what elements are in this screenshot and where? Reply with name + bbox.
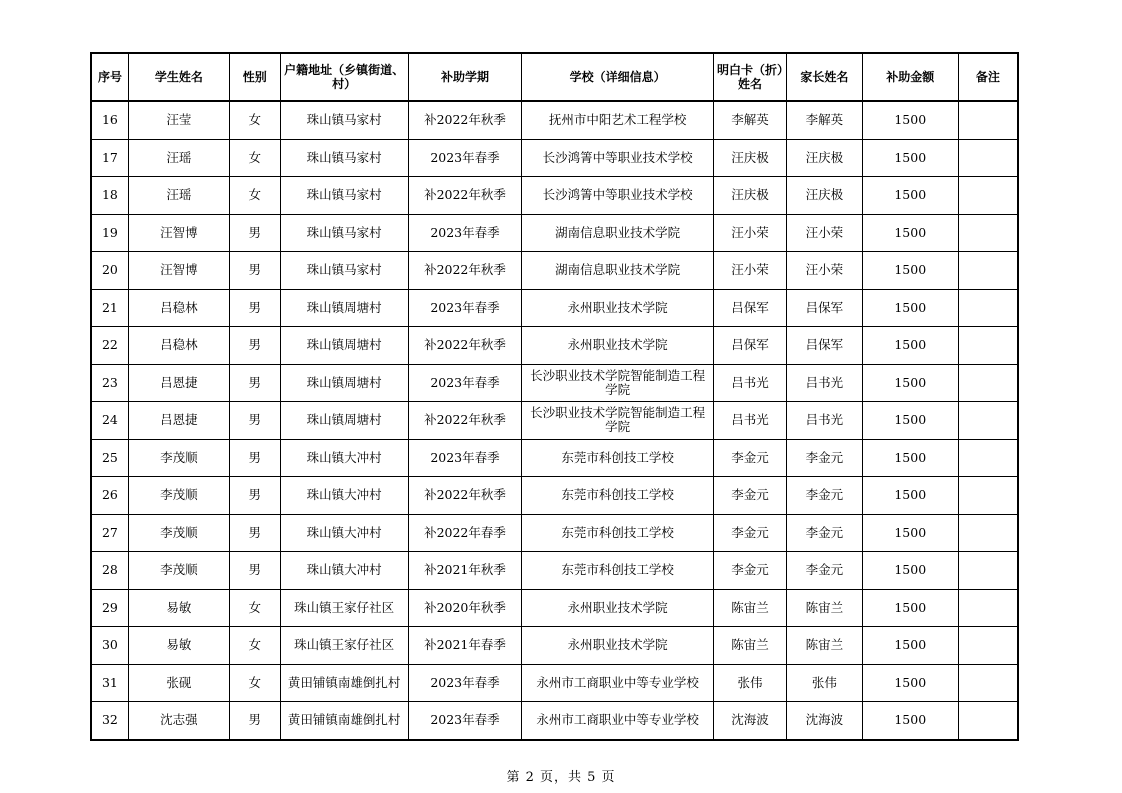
cell-gender: 男	[229, 252, 280, 290]
cell-index: 27	[91, 514, 128, 552]
cell-student-name: 汪瑶	[128, 177, 229, 215]
cell-index: 23	[91, 364, 128, 402]
cell-semester: 补2022年秋季	[408, 402, 521, 440]
cell-amount: 1500	[862, 289, 958, 327]
cell-school: 永州市工商职业中等专业学校	[522, 702, 714, 740]
cell-student-name: 汪智博	[128, 252, 229, 290]
table-body	[91, 101, 1018, 740]
cell-address: 珠山镇马家村	[280, 101, 408, 139]
cell-remarks	[958, 477, 1018, 515]
cell-semester: 2023年春季	[408, 139, 521, 177]
cell-remarks	[958, 177, 1018, 215]
cell-student-name: 李茂顺	[128, 514, 229, 552]
cell-amount: 1500	[862, 552, 958, 590]
cell-student-name: 吕稳林	[128, 289, 229, 327]
cell-parent-name: 李解英	[786, 101, 862, 139]
cell-address: 珠山镇周塘村	[280, 402, 408, 440]
cell-parent-name: 李金元	[786, 439, 862, 477]
cell-amount: 1500	[862, 252, 958, 290]
cell-remarks	[958, 139, 1018, 177]
cell-school: 长沙职业技术学院智能制造工程学院	[522, 364, 714, 402]
cell-remarks	[958, 101, 1018, 139]
cell-address: 珠山镇大冲村	[280, 514, 408, 552]
cell-index: 17	[91, 139, 128, 177]
cell-address: 珠山镇王家仔社区	[280, 589, 408, 627]
cell-card-name: 沈海波	[714, 702, 787, 740]
cell-school: 永州职业技术学院	[522, 589, 714, 627]
cell-gender: 男	[229, 702, 280, 740]
header-index: 序号	[91, 53, 128, 101]
cell-semester: 2023年春季	[408, 364, 521, 402]
cell-school: 长沙职业技术学院智能制造工程学院	[522, 402, 714, 440]
cell-school: 湖南信息职业技术学院	[522, 214, 714, 252]
cell-amount: 1500	[862, 514, 958, 552]
table-row	[91, 477, 1018, 515]
cell-gender: 男	[229, 514, 280, 552]
header-row	[91, 53, 1018, 101]
cell-semester: 补2022年春季	[408, 514, 521, 552]
table-row	[91, 664, 1018, 702]
cell-card-name: 吕书光	[714, 402, 787, 440]
cell-index: 24	[91, 402, 128, 440]
cell-index: 20	[91, 252, 128, 290]
cell-school: 永州市工商职业中等专业学校	[522, 664, 714, 702]
cell-amount: 1500	[862, 627, 958, 665]
cell-remarks	[958, 702, 1018, 740]
cell-parent-name: 吕书光	[786, 364, 862, 402]
cell-gender: 男	[229, 364, 280, 402]
cell-student-name: 汪莹	[128, 101, 229, 139]
cell-address: 珠山镇大冲村	[280, 439, 408, 477]
cell-amount: 1500	[862, 402, 958, 440]
cell-remarks	[958, 364, 1018, 402]
cell-card-name: 张伟	[714, 664, 787, 702]
cell-remarks	[958, 289, 1018, 327]
cell-card-name: 汪小荣	[714, 214, 787, 252]
header-semester: 补助学期	[408, 53, 521, 101]
cell-parent-name: 汪小荣	[786, 214, 862, 252]
cell-student-name: 李茂顺	[128, 552, 229, 590]
header-amount: 补助金额	[862, 53, 958, 101]
cell-gender: 女	[229, 589, 280, 627]
cell-remarks	[958, 439, 1018, 477]
cell-parent-name: 汪庆极	[786, 139, 862, 177]
table-row	[91, 702, 1018, 740]
cell-gender: 男	[229, 214, 280, 252]
cell-remarks	[958, 402, 1018, 440]
cell-gender: 女	[229, 101, 280, 139]
cell-card-name: 李金元	[714, 514, 787, 552]
cell-semester: 补2021年春季	[408, 627, 521, 665]
cell-school: 东莞市科创技工学校	[522, 477, 714, 515]
cell-card-name: 汪庆极	[714, 177, 787, 215]
cell-student-name: 吕恩捷	[128, 364, 229, 402]
cell-school: 湖南信息职业技术学院	[522, 252, 714, 290]
cell-address: 珠山镇大冲村	[280, 552, 408, 590]
cell-gender: 女	[229, 177, 280, 215]
table-row	[91, 552, 1018, 590]
cell-student-name: 吕稳林	[128, 327, 229, 365]
cell-amount: 1500	[862, 139, 958, 177]
cell-school: 抚州市中阳艺术工程学校	[522, 101, 714, 139]
header-gender: 性别	[229, 53, 280, 101]
cell-student-name: 张砚	[128, 664, 229, 702]
cell-school: 永州职业技术学院	[522, 289, 714, 327]
table-row	[91, 101, 1018, 139]
cell-address: 黄田铺镇南雄倒扎村	[280, 702, 408, 740]
cell-card-name: 吕保军	[714, 289, 787, 327]
cell-remarks	[958, 552, 1018, 590]
cell-amount: 1500	[862, 477, 958, 515]
cell-index: 22	[91, 327, 128, 365]
cell-address: 珠山镇马家村	[280, 214, 408, 252]
cell-semester: 2023年春季	[408, 439, 521, 477]
cell-card-name: 陈宙兰	[714, 627, 787, 665]
cell-semester: 补2022年秋季	[408, 327, 521, 365]
cell-amount: 1500	[862, 327, 958, 365]
cell-address: 珠山镇马家村	[280, 139, 408, 177]
cell-semester: 补2022年秋季	[408, 101, 521, 139]
cell-amount: 1500	[862, 177, 958, 215]
table-row	[91, 139, 1018, 177]
cell-student-name: 易敏	[128, 589, 229, 627]
cell-remarks	[958, 589, 1018, 627]
cell-remarks	[958, 214, 1018, 252]
header-card-name: 明白卡（折）姓名	[714, 53, 787, 101]
table-row	[91, 252, 1018, 290]
cell-parent-name: 吕保军	[786, 327, 862, 365]
cell-index: 25	[91, 439, 128, 477]
table-row	[91, 514, 1018, 552]
cell-parent-name: 陈宙兰	[786, 627, 862, 665]
cell-student-name: 吕恩捷	[128, 402, 229, 440]
cell-index: 16	[91, 101, 128, 139]
cell-parent-name: 沈海波	[786, 702, 862, 740]
cell-student-name: 李茂顺	[128, 439, 229, 477]
cell-school: 永州职业技术学院	[522, 327, 714, 365]
cell-gender: 女	[229, 139, 280, 177]
cell-gender: 男	[229, 552, 280, 590]
cell-student-name: 汪智博	[128, 214, 229, 252]
cell-amount: 1500	[862, 664, 958, 702]
cell-address: 珠山镇马家村	[280, 177, 408, 215]
cell-address: 珠山镇大冲村	[280, 477, 408, 515]
table-row	[91, 177, 1018, 215]
cell-semester: 补2021年秋季	[408, 552, 521, 590]
cell-index: 19	[91, 214, 128, 252]
cell-parent-name: 李金元	[786, 514, 862, 552]
cell-school: 长沙鸿箐中等职业技术学校	[522, 139, 714, 177]
cell-gender: 女	[229, 664, 280, 702]
cell-semester: 补2022年秋季	[408, 477, 521, 515]
cell-amount: 1500	[862, 439, 958, 477]
cell-parent-name: 陈宙兰	[786, 589, 862, 627]
header-student-name: 学生姓名	[128, 53, 229, 101]
cell-amount: 1500	[862, 101, 958, 139]
cell-school: 东莞市科创技工学校	[522, 439, 714, 477]
cell-index: 32	[91, 702, 128, 740]
cell-address: 珠山镇王家仔社区	[280, 627, 408, 665]
cell-school: 东莞市科创技工学校	[522, 552, 714, 590]
header-address: 户籍地址（乡镇街道、村）	[280, 53, 408, 101]
cell-parent-name: 张伟	[786, 664, 862, 702]
cell-semester: 2023年春季	[408, 702, 521, 740]
table-row	[91, 402, 1018, 440]
cell-semester: 2023年春季	[408, 289, 521, 327]
cell-card-name: 吕保军	[714, 327, 787, 365]
header-remarks: 备注	[958, 53, 1018, 101]
cell-semester: 2023年春季	[408, 214, 521, 252]
cell-card-name: 汪庆极	[714, 139, 787, 177]
header-school: 学校（详细信息）	[522, 53, 714, 101]
table-row	[91, 439, 1018, 477]
cell-student-name: 李茂顺	[128, 477, 229, 515]
cell-school: 永州职业技术学院	[522, 627, 714, 665]
cell-card-name: 李金元	[714, 552, 787, 590]
cell-address: 珠山镇周塘村	[280, 289, 408, 327]
table-row	[91, 627, 1018, 665]
cell-card-name: 李金元	[714, 439, 787, 477]
header-parent-name: 家长姓名	[786, 53, 862, 101]
cell-student-name: 沈志强	[128, 702, 229, 740]
cell-index: 18	[91, 177, 128, 215]
cell-remarks	[958, 327, 1018, 365]
cell-parent-name: 吕书光	[786, 402, 862, 440]
cell-school: 东莞市科创技工学校	[522, 514, 714, 552]
cell-index: 21	[91, 289, 128, 327]
cell-index: 29	[91, 589, 128, 627]
cell-index: 28	[91, 552, 128, 590]
cell-address: 珠山镇周塘村	[280, 327, 408, 365]
cell-parent-name: 汪庆极	[786, 177, 862, 215]
cell-semester: 补2022年秋季	[408, 177, 521, 215]
cell-semester: 2023年春季	[408, 664, 521, 702]
cell-amount: 1500	[862, 589, 958, 627]
cell-gender: 男	[229, 477, 280, 515]
cell-parent-name: 李金元	[786, 552, 862, 590]
cell-parent-name: 吕保军	[786, 289, 862, 327]
cell-amount: 1500	[862, 364, 958, 402]
cell-remarks	[958, 514, 1018, 552]
table-row	[91, 364, 1018, 402]
cell-semester: 补2020年秋季	[408, 589, 521, 627]
table-row	[91, 589, 1018, 627]
cell-card-name: 李解英	[714, 101, 787, 139]
cell-address: 珠山镇马家村	[280, 252, 408, 290]
cell-card-name: 陈宙兰	[714, 589, 787, 627]
cell-card-name: 吕书光	[714, 364, 787, 402]
cell-student-name: 易敏	[128, 627, 229, 665]
cell-address: 珠山镇周塘村	[280, 364, 408, 402]
cell-amount: 1500	[862, 214, 958, 252]
cell-card-name: 汪小荣	[714, 252, 787, 290]
cell-gender: 男	[229, 402, 280, 440]
cell-remarks	[958, 252, 1018, 290]
table-row	[91, 214, 1018, 252]
cell-amount: 1500	[862, 702, 958, 740]
cell-parent-name: 李金元	[786, 477, 862, 515]
cell-address: 黄田铺镇南雄倒扎村	[280, 664, 408, 702]
cell-semester: 补2022年秋季	[408, 252, 521, 290]
cell-school: 长沙鸿箐中等职业技术学校	[522, 177, 714, 215]
page-footer: 第 2 页，共 5 页	[506, 770, 616, 785]
table-row	[91, 289, 1018, 327]
cell-student-name: 汪瑶	[128, 139, 229, 177]
cell-gender: 男	[229, 439, 280, 477]
subsidy-table	[90, 52, 1019, 741]
cell-card-name: 李金元	[714, 477, 787, 515]
cell-index: 30	[91, 627, 128, 665]
cell-gender: 男	[229, 327, 280, 365]
cell-remarks	[958, 664, 1018, 702]
cell-gender: 男	[229, 289, 280, 327]
cell-index: 26	[91, 477, 128, 515]
cell-index: 31	[91, 664, 128, 702]
table-row	[91, 327, 1018, 365]
cell-parent-name: 汪小荣	[786, 252, 862, 290]
cell-gender: 女	[229, 627, 280, 665]
cell-remarks	[958, 627, 1018, 665]
